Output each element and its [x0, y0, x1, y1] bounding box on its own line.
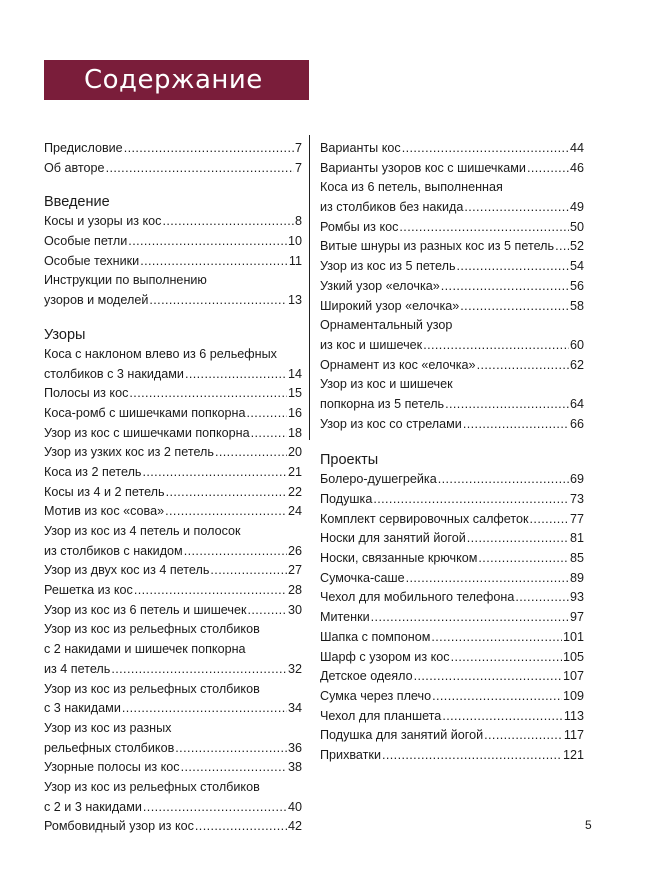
toc-entry[interactable]: Подушка для занятий йогой ..... 117 — [320, 726, 584, 746]
toc-entry[interactable]: Узор из кос со стрелами ..... 66 — [320, 415, 584, 435]
toc-entry-preface[interactable]: Предисловие ..... 7 — [44, 139, 302, 159]
section-heading-patterns: Узоры — [44, 326, 86, 343]
toc-entry[interactable]: из столбиков с накидом ..... 26 — [44, 542, 302, 562]
toc-entry[interactable]: Сумочка-саше ..... 89 — [320, 569, 584, 589]
toc-entry-line[interactable]: Узор из кос из рельефных столбиков — [44, 622, 260, 637]
toc-entry[interactable]: узоров и моделей ..... 13 — [44, 291, 302, 311]
toc-entry[interactable]: Узорные полосы из кос ..... 38 — [44, 758, 302, 778]
section-heading-intro: Введение — [44, 194, 110, 211]
toc-entry[interactable]: Варианты узоров кос с шишечками ..... 46 — [320, 159, 584, 179]
toc-entry[interactable]: Витые шнуры из разных кос из 5 петель ..... 52 — [320, 237, 584, 257]
toc-entry[interactable]: Косы из 4 и 2 петель ..... 22 — [44, 483, 302, 503]
toc-entry[interactable]: Ромбы из кос ..... 50 — [320, 218, 584, 238]
toc-entry[interactable]: Полосы из кос ..... 15 — [44, 384, 302, 404]
toc-entry-line[interactable]: Узор из кос из рельефных столбиков — [44, 681, 260, 696]
toc-entry[interactable]: из столбиков без накида ..... 49 — [320, 198, 584, 218]
toc-entry[interactable]: Чехол для планшета ..... 113 — [320, 707, 584, 727]
toc-left-column — [44, 139, 302, 837]
toc-entry[interactable]: Чехол для мобильного телефона ..... 93 — [320, 588, 584, 608]
toc-entry[interactable]: Коса-ромб с шишечками попкорна ..... 16 — [44, 404, 302, 424]
toc-entry[interactable]: Особые техники ..... 11 — [44, 252, 302, 272]
toc-entry[interactable]: Прихватки ..... 121 — [320, 746, 584, 766]
toc-entry[interactable]: Носки, связанные крючком ..... 85 — [320, 549, 584, 569]
toc-entry[interactable]: попкорна из 5 петель ..... 64 — [320, 395, 584, 415]
toc-entry[interactable]: из кос и шишечек ..... 60 — [320, 336, 584, 356]
toc-entry-line[interactable]: Орнаментальный узор — [320, 318, 453, 333]
toc-entry-line[interactable]: Узор из кос из разных — [44, 720, 172, 735]
toc-entry[interactable]: Узор из двух кос из 4 петель ..... 27 — [44, 561, 302, 581]
toc-entry[interactable]: Узор из узких кос из 2 петель ..... 20 — [44, 443, 302, 463]
toc-entry[interactable]: Коса из 2 петель ..... 21 — [44, 463, 302, 483]
toc-entry-line[interactable]: Инструкции по выполнению — [44, 273, 207, 288]
toc-entry-line[interactable]: Узор из кос из 4 петель и полосок — [44, 524, 241, 538]
toc-entry[interactable]: Косы и узоры из кос ..... 8 — [44, 212, 302, 232]
toc-entry[interactable]: Детское одеяло ..... 107 — [320, 667, 584, 687]
toc-entry[interactable]: Варианты кос ..... 44 — [320, 139, 584, 159]
toc-entry[interactable]: столбиков с 3 накидами ..... 14 — [44, 365, 302, 385]
toc-entry[interactable]: Ромбовидный узор из кос ..... 42 — [44, 817, 302, 837]
toc-entry[interactable]: Митенки ..... 97 — [320, 608, 584, 628]
toc-entry[interactable]: Комплект сервировочных салфеток ..... 77 — [320, 510, 584, 530]
toc-entry-line[interactable]: с 2 накидами и шишечек попкорна — [44, 642, 246, 657]
column-divider — [309, 135, 310, 440]
toc-entry[interactable]: рельефных столбиков ..... 36 — [44, 739, 302, 759]
toc-entry[interactable]: Мотив из кос «сова» ..... 24 — [44, 502, 302, 522]
toc-entry[interactable]: Болеро-душегрейка ..... 69 — [320, 470, 584, 490]
toc-entry[interactable]: Шарф с узором из кос ..... 105 — [320, 648, 584, 668]
toc-entry-line[interactable]: Узор из кос из рельефных столбиков — [44, 779, 260, 794]
toc-entry[interactable]: из 4 петель ..... 32 — [44, 660, 302, 680]
page-title: Содержание — [44, 60, 309, 100]
toc-entry-about-author[interactable]: Об авторе ..... 7 — [44, 159, 302, 179]
section-heading-projects: Проекты — [320, 452, 379, 469]
toc-entry[interactable]: Сумка через плечо ..... 109 — [320, 687, 584, 707]
toc-entry[interactable]: Подушка ..... 73 — [320, 490, 584, 510]
toc-entry[interactable]: Особые петли ..... 10 — [44, 232, 302, 252]
toc-entry[interactable]: Решетка из кос ..... 28 — [44, 581, 302, 601]
toc-entry[interactable]: Узор из кос с шишечками попкорна ..... 18 — [44, 424, 302, 444]
toc-entry[interactable]: Узор из кос из 5 петель ..... 54 — [320, 257, 584, 277]
toc-entry[interactable]: Носки для занятий йогой ..... 81 — [320, 529, 584, 549]
toc-entry-line[interactable]: Коса из 6 петель, выполненная — [320, 180, 503, 195]
toc-entry-line[interactable]: Коса с наклоном влево из 6 рельефных — [44, 346, 277, 361]
toc-entry[interactable]: Узкий узор «елочка» ..... 56 — [320, 277, 584, 297]
toc-entry[interactable]: Шапка с помпоном ..... 101 — [320, 628, 584, 648]
toc-right-column — [320, 139, 584, 766]
toc-entry[interactable]: с 2 и 3 накидами ..... 40 — [44, 798, 302, 818]
toc-entry[interactable]: с 3 накидами ..... 34 — [44, 699, 302, 719]
toc-entry[interactable]: Широкий узор «елочка» ..... 58 — [320, 297, 584, 317]
page-number: 5 — [585, 818, 592, 832]
toc-entry-line[interactable]: Узор из кос и шишечек — [320, 377, 453, 392]
toc-entry[interactable]: Узор из кос из 6 петель и шишечек ..... 30 — [44, 601, 302, 621]
toc-entry[interactable]: Орнамент из кос «елочка» ..... 62 — [320, 356, 584, 376]
